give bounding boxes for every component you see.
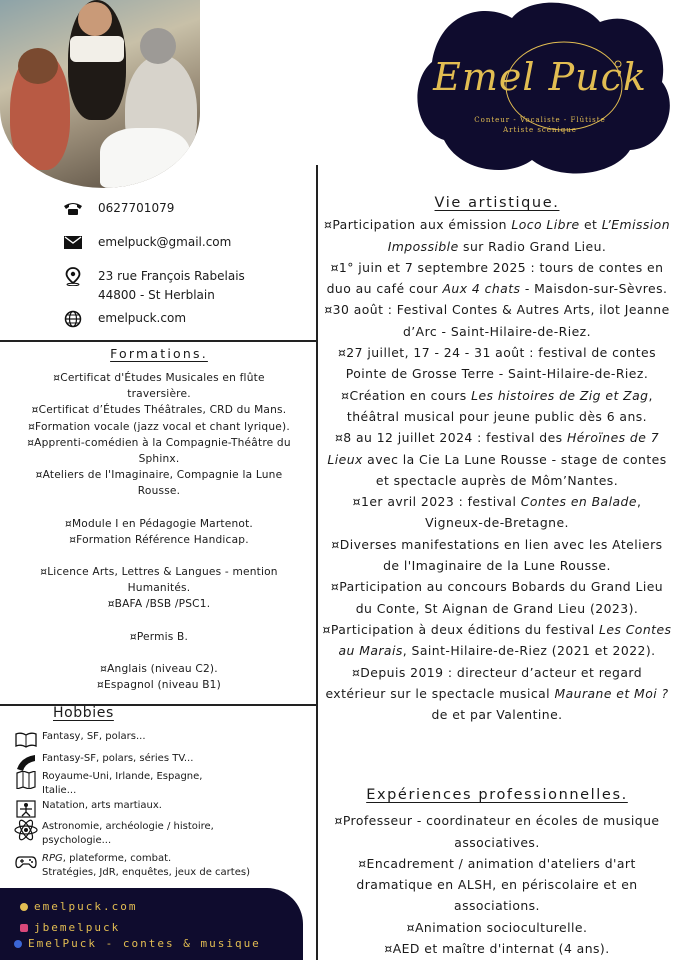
gamepad-icon — [14, 852, 38, 872]
hobby-text: RPG, plateforme, combat. Stratégies, JdR, enquêtes, jeux de cartes) — [42, 853, 250, 878]
experience-item: ¤Encadrement / animation d'ateliers d'art dramatique en ALSH, en périscolaire et en associations. — [356, 855, 638, 914]
experiences-title: Expériences professionnelles. — [366, 787, 628, 803]
contact-address — [62, 267, 245, 305]
vie-artistique-item: ¤Diverses manifestations en lien avec les Ateliers de l'Imaginaire de la Lune Rousse. — [331, 536, 663, 574]
facebook-icon — [14, 940, 22, 948]
vie-artistique-list — [322, 214, 672, 725]
contact-phone — [62, 199, 174, 218]
formation-item: ¤Anglais (niveau C2). — [100, 662, 218, 675]
social-instagram-link[interactable]: jbemelpuck — [20, 921, 120, 934]
experiences-section — [322, 785, 672, 959]
vie-artistique-title: Vie artistique. — [434, 195, 560, 211]
contact-email — [62, 233, 231, 252]
vie-artistique-item: ¤1er avril 2023 : festival Contes en Balade, Vigneux-de-Bretagne. — [352, 494, 642, 531]
experience-item: ¤Professeur - coordinateur en écoles de musique associatives. — [334, 813, 660, 850]
formation-item: ¤Formation Référence Handicap. — [69, 533, 249, 546]
spacer — [0, 613, 318, 629]
globe-icon — [62, 309, 84, 328]
hobby-text: Fantasy, SF, polars... — [42, 731, 146, 742]
formation-item: ¤Formation vocale (jazz vocal et chant lyrique). — [28, 420, 290, 433]
spacer — [0, 548, 318, 564]
formation-item: ¤Permis B. — [129, 630, 189, 643]
experience-item: ¤Animation socioculturelle. — [406, 919, 588, 935]
vie-artistique-item: ¤27 juillet, 17 - 24 - 31 août : festival de contes Pointe de Grosse Terre - Saint-Hilaire-de-Riez. — [337, 345, 657, 382]
email-icon — [62, 233, 84, 252]
formation-item: ¤Licence Arts, Lettres & Langues - mention Humanités. — [40, 566, 278, 595]
experiences-list — [322, 810, 672, 959]
hobby-film — [14, 752, 193, 772]
spacer — [0, 500, 318, 516]
email-address: emelpuck@gmail.com — [98, 235, 232, 249]
formation-item: ¤Espagnol (niveau B1) — [97, 679, 221, 692]
atom-icon — [14, 820, 38, 840]
formation-item: ¤Apprenti-comédien à la Compagnie-Théâtre du Sphinx. — [27, 436, 291, 466]
vie-artistique-item: ¤Depuis 2019 : directeur d’acteur et regard extérieur sur le spectacle musical Maurane et Moi ? de et par Valentine. — [325, 664, 669, 723]
martial-arts-icon — [14, 799, 38, 819]
formation-item: ¤BAFA /BSB /PSC1. — [107, 598, 211, 611]
hobby-text: Astronomie, archéologie / histoire, psychologie... — [42, 821, 214, 846]
hobby-text: Fantasy-SF, polars, séries TV... — [42, 753, 194, 764]
social-links-panel — [0, 888, 303, 960]
logo — [404, 0, 676, 180]
formations-title: Formations. — [110, 346, 208, 361]
spacer — [0, 645, 318, 661]
formation-item: ¤Certificat d'Études Musicales en flûte traversière. — [53, 372, 265, 401]
vie-artistique-item: ¤Participation au concours Bobards du Grand Lieu du Conte, St Aignan de Grand Lieu (2023). — [330, 579, 664, 616]
vie-artistique-item: ¤Participation à deux éditions du festival Les Contes au Marais, Saint-Hilaire-de-Riez (2021 et 2022). — [322, 621, 672, 659]
hobby-text: Natation, arts martiaux. — [42, 800, 162, 811]
formations-list — [0, 370, 318, 693]
hobby-games — [14, 852, 250, 880]
instagram-icon — [20, 924, 28, 932]
logo-name: Emel Puck — [433, 55, 647, 99]
postal-address: 23 rue François Rabelais 44800 - St Herblain — [98, 269, 245, 302]
website-url: emelpuck.com — [98, 311, 187, 325]
phone-icon — [62, 199, 84, 218]
logo-subtitle: Conteur - Vocaliste - Flûtiste — [474, 116, 606, 124]
experience-item: ¤AED et maître d'internat (4 ans). — [384, 941, 610, 957]
contact-website — [62, 309, 186, 328]
vie-artistique-item: ¤30 août : Festival Contes & Autres Arts, ilot Jeanne d’Arc - Saint-Hilaire-de-Riez. — [324, 302, 670, 339]
vie-artistique-item: ¤1° juin et 7 septembre 2025 : tours de contes en duo au café cour Aux 4 chats - Maisdon-sur-Sèvres. — [326, 259, 668, 297]
vie-artistique-section — [322, 193, 672, 725]
hobby-reading — [14, 730, 146, 750]
section-divider — [0, 340, 318, 342]
hobby-science — [14, 820, 214, 848]
section-divider — [0, 704, 318, 706]
phone-number: 0627701079 — [98, 201, 175, 215]
hobbies-title: Hobbies — [53, 705, 114, 721]
profile-photo — [0, 0, 200, 188]
vie-artistique-item: ¤8 au 12 juillet 2024 : festival des Héroïnes de 7 Lieux avec la Cie La Lune Rousse - stage de contes et spectacle auprès de Môm’Nantes. — [327, 430, 667, 488]
vie-artistique-item: ¤Création en cours Les histoires de Zig et Zag, théâtral musical pour jeune public dès 6 ans. — [341, 387, 653, 424]
formation-item: ¤Module I en Pédagogie Martenot. — [65, 517, 253, 530]
location-pin-icon — [62, 267, 84, 286]
hobby-sport — [14, 799, 162, 819]
social-facebook-link[interactable]: EmelPuck - contes & musique — [14, 937, 261, 950]
social-web-link[interactable]: emelpuck.com — [20, 900, 137, 913]
world-map-icon — [14, 770, 38, 790]
hobby-travel — [14, 770, 202, 798]
film-icon — [14, 752, 38, 772]
formation-item: ¤Certificat d’Études Théâtrales, CRD du Mans. — [31, 404, 287, 417]
hobby-text: Royaume-Uni, Irlande, Espagne, Italie... — [42, 771, 203, 796]
logo-subtitle-2: Artiste scénique — [503, 126, 577, 134]
open-book-icon — [14, 730, 38, 750]
web-icon — [20, 903, 28, 911]
vie-artistique-item: ¤Participation aux émission Loco Libre et L’Emission Impossible sur Radio Grand Lieu. — [323, 217, 671, 254]
formation-item: ¤Ateliers de l'Imaginaire, Compagnie la Lune Rousse. — [35, 469, 283, 498]
